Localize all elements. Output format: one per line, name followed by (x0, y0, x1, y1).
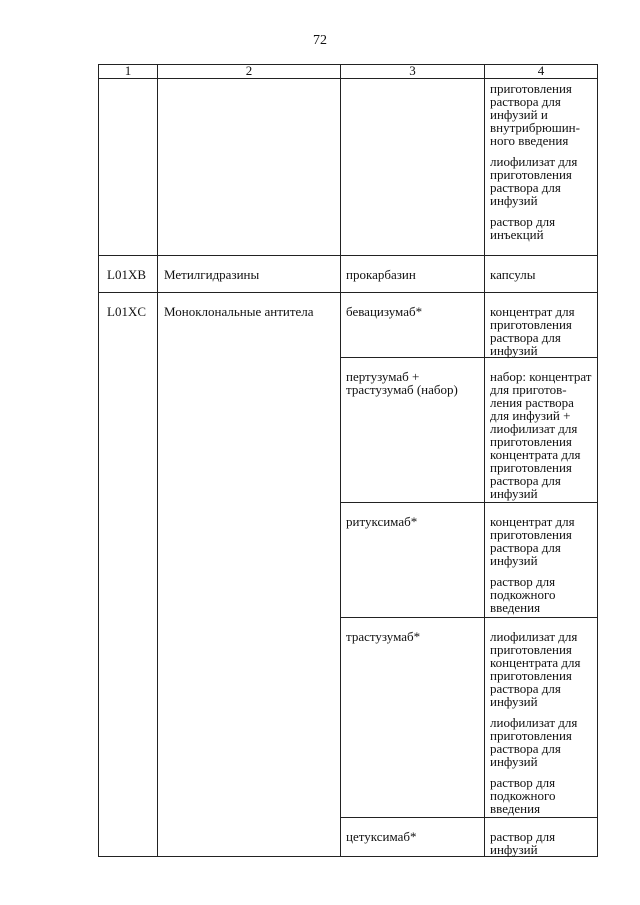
dosage-form: раствор для инъекций (490, 214, 556, 242)
table-row (99, 79, 598, 256)
group-name: Метилгидразины (158, 256, 341, 293)
page-number: 72 (313, 33, 327, 48)
col-header-3: 3 (341, 65, 485, 79)
forms-cell (485, 818, 598, 857)
drug-name: трастузумаб* (341, 618, 485, 818)
drug-table (98, 64, 598, 857)
dosage-form: лиофилизат для приготовления раствора для инфузий (490, 154, 578, 208)
forms-cell (485, 256, 598, 293)
forms-cell (485, 618, 598, 818)
group-cell (158, 79, 341, 256)
atc-code: L01XB (99, 256, 158, 293)
drug-name: прокарбазин (341, 256, 485, 293)
header-row (99, 65, 598, 79)
drug-name: бевацизумаб* (341, 293, 485, 358)
table-row (99, 256, 598, 293)
col-header-4: 4 (485, 65, 598, 79)
dosage-form: набор: концентрат для приготов-ления раствора для инфузий + лиофилизат для приготовления концентрата для приготовления раствора для инфузий (490, 369, 592, 501)
dosage-form: капсулы (490, 267, 536, 282)
drug-name: пертузумаб + трастузумаб (набор) (341, 358, 485, 503)
dosage-form: раствор для подкожного введения (490, 574, 556, 615)
col-header-2: 2 (158, 65, 341, 79)
forms-cell (485, 79, 598, 256)
dosage-form: приготовления раствора для инфузий и внутрибрюшин-ного введения (490, 81, 580, 148)
drug-cell (341, 79, 485, 256)
forms-cell (485, 358, 598, 503)
group-name: Моноклональные антитела (158, 293, 341, 857)
forms-cell (485, 293, 598, 358)
col-header-1: 1 (99, 65, 158, 79)
dosage-form: раствор для подкожного введения (490, 775, 556, 816)
drug-name: ритуксимаб* (341, 503, 485, 618)
dosage-form: концентрат для приготовления раствора для инфузий (490, 304, 575, 358)
dosage-form: лиофилизат для приготовления раствора для инфузий (490, 715, 578, 769)
dosage-form: лиофилизат для приготовления концентрата для приготовления раствора для инфузий (490, 629, 581, 709)
atc-code: L01XC (99, 293, 158, 857)
dosage-form: раствор для инфузий (490, 829, 556, 857)
forms-cell (485, 503, 598, 618)
drug-name: цетуксимаб* (341, 818, 485, 857)
code-cell (99, 79, 158, 256)
table-row (99, 293, 598, 358)
dosage-form: концентрат для приготовления раствора для инфузий (490, 514, 575, 568)
